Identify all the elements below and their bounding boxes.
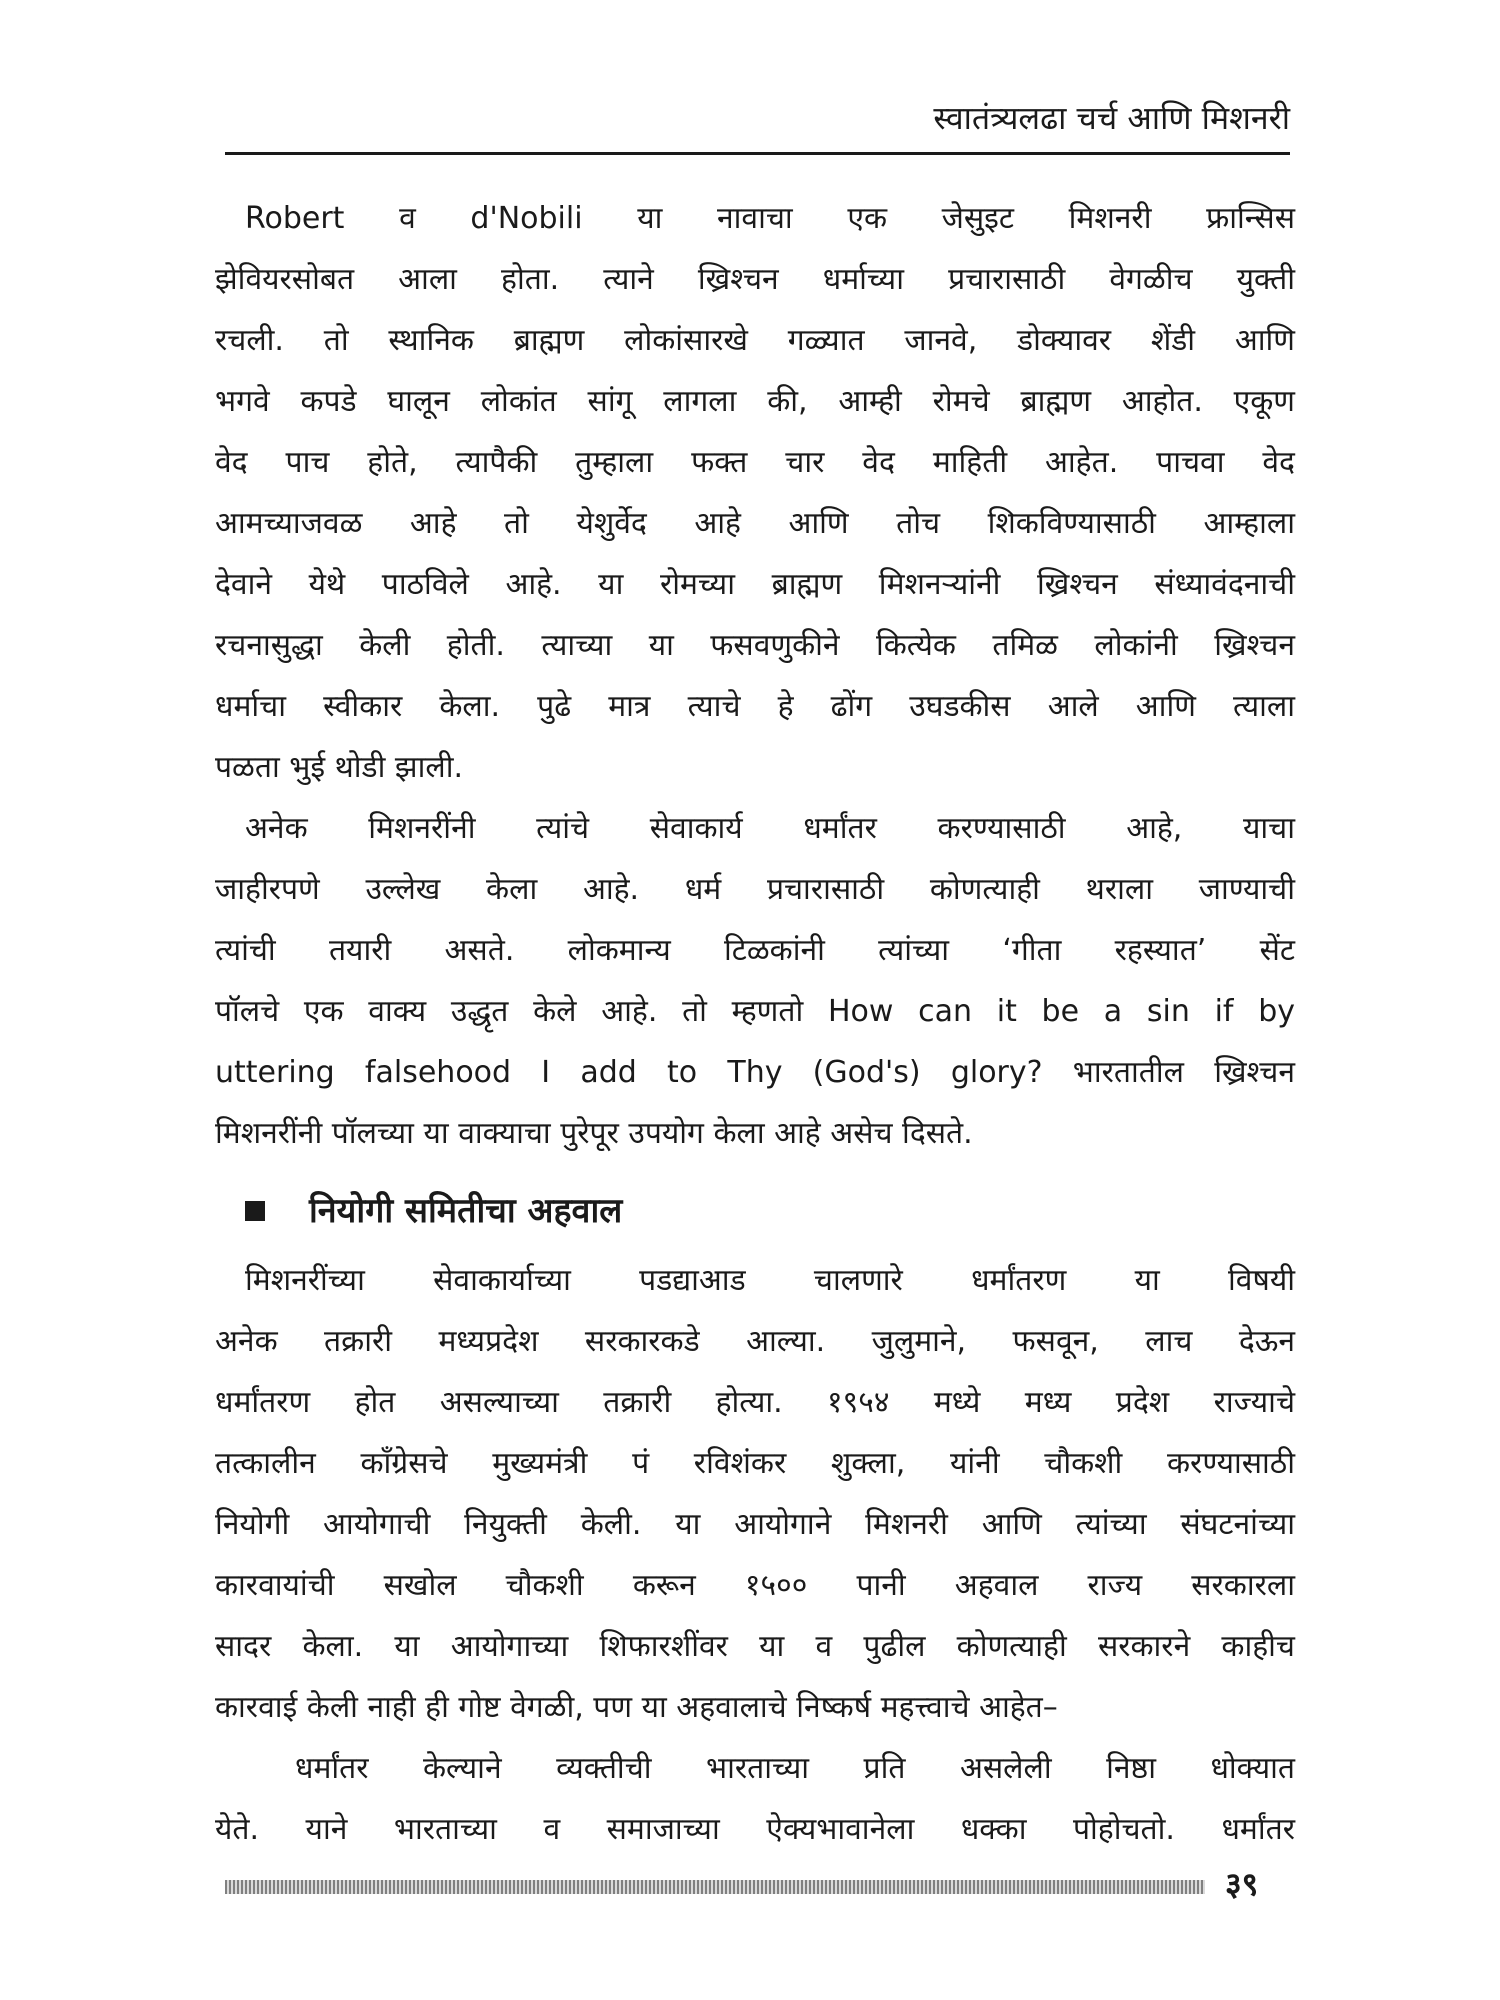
section-title: नियोगी समितीचा अहवाल xyxy=(309,1190,623,1231)
header-rule xyxy=(225,152,1290,155)
running-header: स्वातंत्र्यलढा चर्च आणि मिशनरी xyxy=(933,99,1290,137)
text-line: Robert व d'Nobili या नावाचा एक जेसुइट मिशनरी फ्रान्सिस xyxy=(245,201,1295,236)
text-line: तत्कालीन कॉंग्रेसचे मुख्यमंत्री पं रविशंकर शुक्ला, यांनी चौकशी करण्यासाठी xyxy=(215,1446,1295,1481)
section-heading xyxy=(215,1172,1295,1250)
text-line: कारवायांची सखोल चौकशी करून १५०० पानी अहवाल राज्य सरकारला xyxy=(215,1568,1295,1603)
text-line: मिशनरींनी पॉलच्या या वाक्याचा पुरेपूर उपयोग केला आहे असेच दिसते. xyxy=(215,1116,973,1151)
text-line: पळता भुई थोडी झाली. xyxy=(215,750,463,785)
text-line: सादर केला. या आयोगाच्या शिफारशींवर या व पुढील कोणत्याही सरकारने काहीच xyxy=(215,1629,1295,1664)
paragraph-3 xyxy=(215,1250,1295,1738)
text-line: धर्मांतरण होत असल्याच्या तक्रारी होत्या. १९५४ मध्ये मध्य प्रदेश राज्याचे xyxy=(215,1385,1295,1420)
page-content xyxy=(215,188,1295,1860)
text-line: देवाने येथे पाठविले आहे. या रोमच्या ब्राह्मण मिशनऱ्यांनी ख्रिश्चन संध्यावंदनाची xyxy=(215,567,1295,602)
text-line: रचनासुद्धा केली होती. त्याच्या या फसवणुकीने कित्येक तमिळ लोकांनी ख्रिश्चन xyxy=(215,628,1295,663)
text-line: येते. याने भारताच्या व समाजाच्या ऐक्यभावानेला धक्का पोहोचतो. धर्मांतर xyxy=(215,1812,1295,1847)
text-line: अनेक मिशनरींनी त्यांचे सेवाकार्य धर्मांतर करण्यासाठी आहे, याचा xyxy=(245,811,1295,846)
text-line: अनेक तक्रारी मध्यप्रदेश सरकारकडे आल्या. जुलुमाने, फसवून, लाच देऊन xyxy=(215,1324,1295,1359)
text-line: uttering falsehood I add to Thy (God's) glory? भारतातील ख्रिश्चन xyxy=(215,1055,1295,1090)
text-line: धर्माचा स्वीकार केला. पुढे मात्र त्याचे हे ढोंग उघडकीस आले आणि त्याला xyxy=(215,689,1295,724)
square-bullet-icon xyxy=(245,1201,265,1221)
text-line: मिशनरींच्या सेवाकार्याच्या पडद्याआड चालणारे धर्मांतरण या विषयी xyxy=(245,1263,1295,1298)
footer-ornament-bar xyxy=(225,1880,1205,1894)
text-line: नियोगी आयोगाची नियुक्ती केली. या आयोगाने मिशनरी आणि त्यांच्या संघटनांच्या xyxy=(215,1507,1295,1542)
text-line: भगवे कपडे घालून लोकांत सांगू लागला की, आम्ही रोमचे ब्राह्मण आहोत. एकूण xyxy=(215,384,1295,419)
paragraph-1 xyxy=(215,188,1295,798)
paragraph-2 xyxy=(215,798,1295,1164)
text-line: जाहीरपणे उल्लेख केला आहे. धर्म प्रचारासाठी कोणत्याही थराला जाण्याची xyxy=(215,872,1295,907)
text-line: वेद पाच होते, त्यापैकी तुम्हाला फक्त चार वेद माहिती आहेत. पाचवा वेद xyxy=(215,445,1295,480)
text-line: धर्मांतर केल्याने व्यक्तीची भारताच्या प्रति असलेली निष्ठा धोक्यात xyxy=(295,1751,1295,1786)
paragraph-4 xyxy=(215,1738,1295,1860)
text-line: आमच्याजवळ आहे तो येशुर्वेद आहे आणि तोच शिकविण्यासाठी आम्हाला xyxy=(215,506,1295,541)
text-line: कारवाई केली नाही ही गोष्ट वेगळी, पण या अहवालाचे निष्कर्ष महत्त्वाचे आहेत– xyxy=(215,1690,1058,1725)
text-line: त्यांची तयारी असते. लोकमान्य टिळकांनी त्यांच्या ‘गीता रहस्यात’ सेंट xyxy=(215,933,1295,968)
page-number: ३९ xyxy=(1225,1865,1259,1903)
text-line: रचली. तो स्थानिक ब्राह्मण लोकांसारखे गळ्यात जानवे, डोक्यावर शेंडी आणि xyxy=(215,323,1295,358)
text-line: झेवियरसोबत आला होता. त्याने ख्रिश्चन धर्माच्या प्रचारासाठी वेगळीच युक्ती xyxy=(215,262,1295,297)
text-line: पॉलचे एक वाक्य उद्धृत केले आहे. तो म्हणतो How can it be a sin if by xyxy=(215,994,1295,1029)
